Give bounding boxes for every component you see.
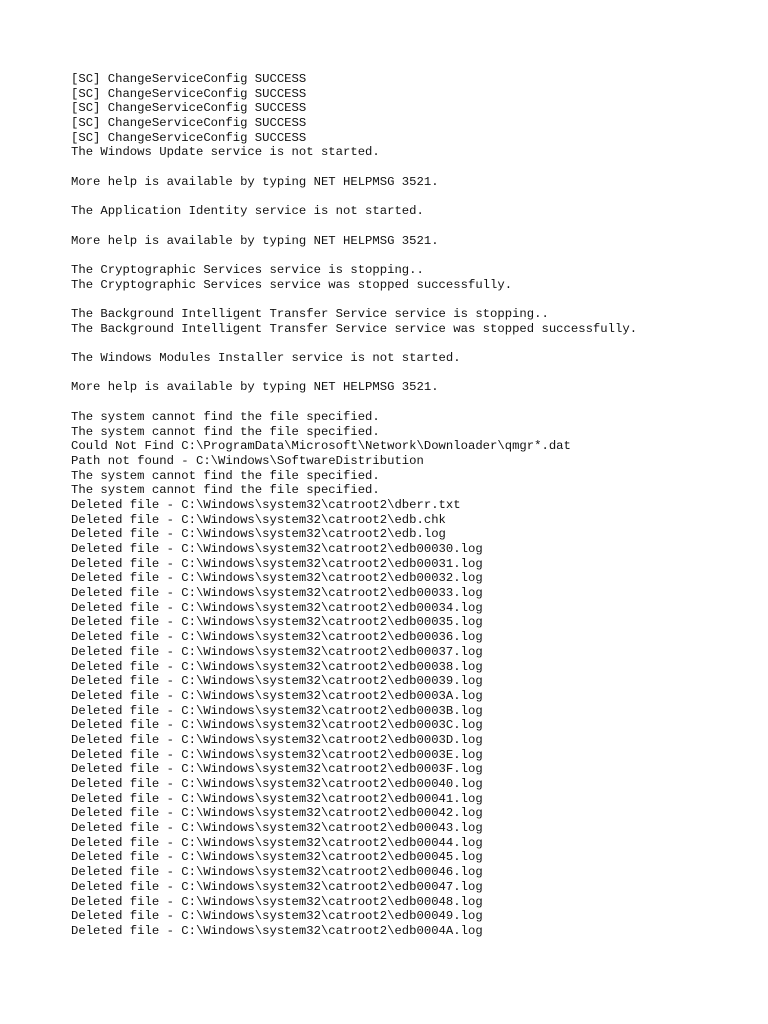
log-line: Deleted file - C:\Windows\system32\catroot2\edb00038.log (71, 659, 483, 674)
log-line: [SC] ChangeServiceConfig SUCCESS (71, 72, 307, 86)
log-line (71, 336, 761, 351)
log-line: Deleted file - C:\Windows\system32\catroot2\edb00048.log (71, 894, 483, 909)
log-line: Deleted file - C:\Windows\system32\catroot2\edb.chk (71, 512, 446, 527)
log-line: Deleted file - C:\Windows\system32\catroot2\edb00033.log (71, 586, 483, 601)
log-line: The Windows Update service is not started. (71, 145, 380, 160)
log-line (71, 395, 761, 410)
log-line (71, 366, 761, 381)
console-output (71, 72, 761, 939)
log-line: Deleted file - C:\Windows\system32\catroot2\edb00049.log (71, 909, 483, 924)
log-line: Deleted file - C:\Windows\system32\catroot2\edb00036.log (71, 630, 483, 645)
log-line: Deleted file - C:\Windows\system32\catroot2\edb0003B.log (71, 703, 483, 718)
log-line: Deleted file - C:\Windows\system32\catroot2\edb00041.log (71, 791, 483, 806)
log-line: Deleted file - C:\Windows\system32\catroot2\edb0004A.log (71, 923, 483, 938)
log-line: Deleted file - C:\Windows\system32\catroot2\edb00043.log (71, 821, 483, 836)
log-line: Deleted file - C:\Windows\system32\catroot2\edb00040.log (71, 777, 483, 791)
log-line: Deleted file - C:\Windows\system32\catroot2\edb00047.log (71, 879, 483, 894)
log-line: The Application Identity service is not started. (71, 204, 424, 219)
log-line: Deleted file - C:\Windows\system32\catroot2\edb0003F.log (71, 762, 483, 777)
log-line: Deleted file - C:\Windows\system32\catroot2\edb00039.log (71, 674, 483, 689)
log-line: Deleted file - C:\Windows\system32\catroot2\edb0003A.log (71, 688, 483, 703)
log-line: [SC] ChangeServiceConfig SUCCESS (71, 130, 307, 145)
log-line: Path not found - C:\Windows\SoftwareDistribution (71, 453, 424, 468)
log-line: Deleted file - C:\Windows\system32\catroot2\edb00042.log (71, 806, 483, 821)
log-line: Deleted file - C:\Windows\system32\catroot2\edb00030.log (71, 542, 483, 556)
log-line: Deleted file - C:\Windows\system32\catroot2\edb.log (71, 527, 446, 542)
log-line (71, 248, 761, 263)
log-line: Deleted file - C:\Windows\system32\catroot2\edb00045.log (71, 850, 483, 865)
log-line: The Windows Modules Installer service is not started. (71, 351, 461, 366)
log-line: Deleted file - C:\Windows\system32\catroot2\dberr.txt (71, 497, 461, 512)
log-line: Deleted file - C:\Windows\system32\catroot2\edb00034.log (71, 600, 483, 615)
log-line (71, 190, 761, 205)
log-line: More help is available by typing NET HELPMSG 3521. (71, 233, 439, 248)
log-line: The Cryptographic Services service was stopped successfully. (71, 277, 513, 292)
log-line: Deleted file - C:\Windows\system32\catroot2\edb0003C.log (71, 718, 483, 733)
log-line (71, 292, 761, 307)
log-line: Could Not Find C:\ProgramData\Microsoft\Network\Downloader\qmgr*.dat (71, 439, 571, 454)
log-line: Deleted file - C:\Windows\system32\catroot2\edb00037.log (71, 644, 483, 659)
log-line: The Cryptographic Services service is stopping.. (71, 262, 424, 277)
log-line: The Background Intelligent Transfer Service service is stopping.. (71, 307, 549, 321)
log-line: The system cannot find the file specified. (71, 468, 380, 483)
log-line: Deleted file - C:\Windows\system32\catroot2\edb00032.log (71, 571, 483, 586)
log-line: The system cannot find the file specified. (71, 424, 380, 439)
log-line: Deleted file - C:\Windows\system32\catroot2\edb00031.log (71, 556, 483, 571)
log-line (71, 219, 761, 234)
log-line: [SC] ChangeServiceConfig SUCCESS (71, 101, 307, 116)
log-line: Deleted file - C:\Windows\system32\catroot2\edb0003D.log (71, 732, 483, 747)
log-line: Deleted file - C:\Windows\system32\catroot2\edb00035.log (71, 615, 483, 630)
log-line: [SC] ChangeServiceConfig SUCCESS (71, 86, 307, 101)
log-line (71, 160, 761, 175)
log-line: [SC] ChangeServiceConfig SUCCESS (71, 116, 307, 131)
log-line: More help is available by typing NET HELPMSG 3521. (71, 174, 439, 189)
log-line: Deleted file - C:\Windows\system32\catroot2\edb00046.log (71, 865, 483, 880)
log-line: Deleted file - C:\Windows\system32\catroot2\edb0003E.log (71, 747, 483, 762)
log-line: The Background Intelligent Transfer Service service was stopped successfully. (71, 321, 638, 336)
log-line: Deleted file - C:\Windows\system32\catroot2\edb00044.log (71, 835, 483, 850)
log-line: The system cannot find the file specified. (71, 483, 380, 498)
log-line: More help is available by typing NET HELPMSG 3521. (71, 380, 439, 395)
log-line: The system cannot find the file specified. (71, 409, 380, 424)
